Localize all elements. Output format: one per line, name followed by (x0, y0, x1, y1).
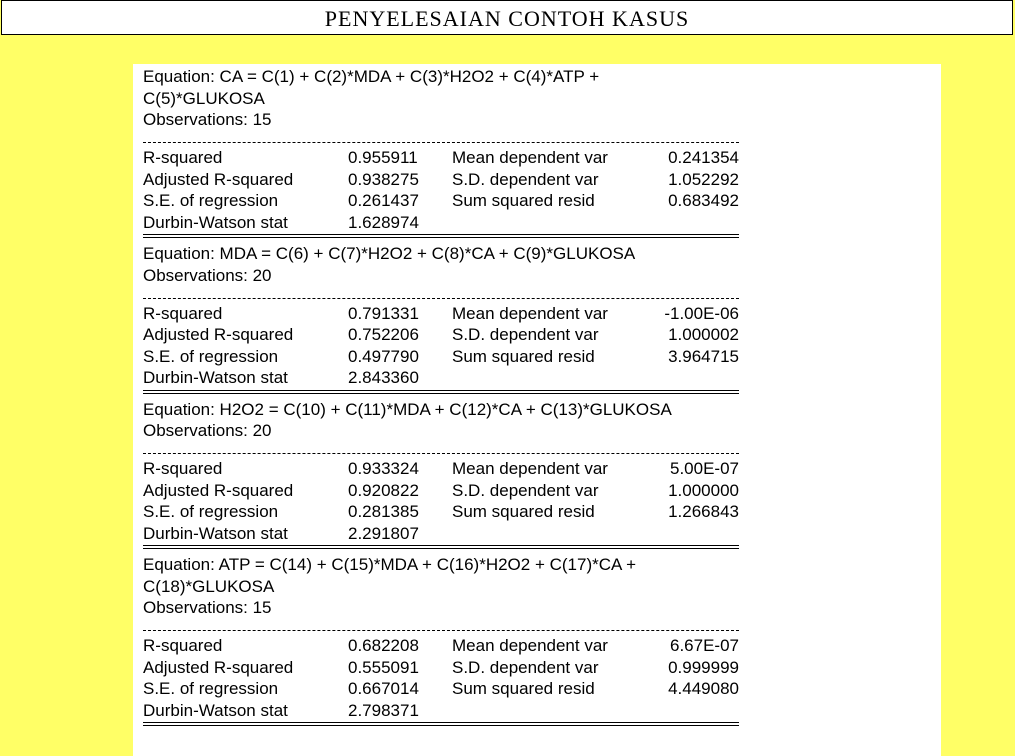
stat-label-2: S.D. dependent var (452, 657, 599, 677)
stat-label: S.E. of regression (143, 191, 279, 210)
stat-row (143, 169, 739, 191)
stat-value-2: 3.964715 (668, 346, 739, 366)
stat-label-2: Sum squared resid (452, 502, 595, 521)
stat-label-2: Sum squared resid (452, 679, 595, 698)
stat-label: S.E. of regression (143, 502, 279, 521)
stat-label: R-squared (143, 148, 223, 167)
stat-value-2: 0.241354 (668, 148, 739, 167)
stat-value: 0.281385 (348, 502, 419, 521)
dashed-separator (143, 298, 739, 299)
stat-row (143, 367, 739, 389)
stat-label: Durbin-Watson stat (143, 212, 288, 232)
stat-value-2: 0.683492 (668, 191, 739, 210)
stat-label-2: Mean dependent var (452, 636, 608, 655)
stat-row (143, 501, 739, 523)
stat-label: Durbin-Watson stat (143, 523, 288, 543)
stat-value: 0.955911 (348, 148, 418, 167)
stat-row (143, 212, 739, 234)
stat-value: 0.261437 (348, 191, 419, 210)
double-rule-separator (143, 234, 739, 238)
stat-row (143, 523, 739, 545)
equation-section (143, 554, 739, 726)
stat-row (143, 190, 739, 212)
stat-label: Durbin-Watson stat (143, 700, 288, 720)
observations-count: Observations: 15 (143, 598, 272, 617)
page-title: PENYELESAIAN CONTOH KASUS (1, 0, 1013, 35)
stat-value: 0.933324 (348, 459, 419, 478)
stat-value: 1.628974 (348, 212, 419, 232)
stat-value-2: 1.000002 (668, 325, 739, 344)
stat-label: Adjusted R-squared (143, 325, 294, 344)
stat-value: 2.798371 (348, 700, 419, 720)
stat-value-2: 1.000000 (668, 480, 739, 500)
dashed-separator (143, 142, 739, 143)
stat-label-2: Sum squared resid (452, 191, 595, 210)
double-rule-separator (143, 545, 739, 549)
stat-label: R-squared (143, 636, 223, 655)
stat-row (143, 346, 739, 368)
stat-row (143, 147, 739, 169)
stat-label-2: Mean dependent var (452, 303, 608, 323)
equation-line: C(5)*GLUKOSA (143, 88, 265, 108)
equation-section (143, 243, 739, 394)
stat-value: 0.497790 (348, 346, 419, 366)
observations-count: Observations: 20 (143, 421, 272, 440)
stat-label: S.E. of regression (143, 679, 279, 698)
stat-value-2: 1.266843 (668, 502, 739, 521)
observations-count: Observations: 15 (143, 110, 272, 129)
stat-row (143, 458, 739, 480)
stat-row (143, 324, 739, 346)
equation-section (143, 66, 739, 238)
stat-label: Durbin-Watson stat (143, 368, 288, 387)
stat-value: 0.938275 (348, 169, 419, 189)
stat-label-2: Mean dependent var (452, 148, 608, 167)
stat-label-2: S.D. dependent var (452, 325, 599, 344)
dashed-separator (143, 630, 739, 631)
equation-line: Equation: H2O2 = C(10) + C(11)*MDA + C(12)*CA + C(13)*GLUKOSA (143, 399, 672, 419)
equation-line: Equation: MDA = C(6) + C(7)*H2O2 + C(8)*CA + C(9)*GLUKOSA (143, 244, 636, 263)
stat-row (143, 480, 739, 502)
stat-row (143, 700, 739, 722)
regression-output-panel (133, 64, 941, 756)
double-rule-separator (143, 390, 739, 394)
stat-value-2: 5.00E-07 (670, 459, 739, 478)
stat-value: 0.667014 (348, 679, 419, 698)
stat-label: S.E. of regression (143, 346, 279, 366)
stat-label: Adjusted R-squared (143, 480, 294, 500)
stat-row (143, 678, 739, 700)
double-rule-separator (143, 722, 739, 726)
stat-label-2: Sum squared resid (452, 346, 595, 366)
equation-section (143, 399, 739, 550)
equation-line: Equation: CA = C(1) + C(2)*MDA + C(3)*H2O2 + C(4)*ATP + (143, 67, 600, 86)
stat-value-2: 4.449080 (668, 679, 739, 698)
regression-output (143, 66, 739, 731)
stat-row (143, 635, 739, 657)
equation-line: Equation: ATP = C(14) + C(15)*MDA + C(16)*H2O2 + C(17)*CA + (143, 555, 637, 574)
stat-row (143, 657, 739, 679)
stat-label: R-squared (143, 459, 223, 478)
stat-value: 0.682208 (348, 636, 419, 655)
stat-value: 0.791331 (348, 303, 419, 323)
stat-value: 0.555091 (348, 657, 419, 677)
dashed-separator (143, 453, 739, 454)
stat-label: Adjusted R-squared (143, 657, 294, 677)
stat-value-2: 0.999999 (668, 657, 739, 677)
stat-value-2: 1.052292 (668, 169, 739, 189)
stat-label: R-squared (143, 303, 223, 323)
stat-row (143, 303, 739, 325)
stat-value: 2.843360 (348, 368, 419, 387)
stat-label-2: S.D. dependent var (452, 169, 599, 189)
equation-line: C(18)*GLUKOSA (143, 576, 275, 596)
observations-count: Observations: 20 (143, 265, 272, 285)
stat-value: 2.291807 (348, 523, 419, 543)
stat-label: Adjusted R-squared (143, 169, 294, 189)
stat-value-2: -1.00E-06 (664, 303, 739, 323)
stat-value: 0.920822 (348, 480, 419, 500)
stat-label-2: Mean dependent var (452, 459, 608, 478)
stat-value-2: 6.67E-07 (670, 636, 739, 655)
stat-value: 0.752206 (348, 325, 419, 344)
stat-label-2: S.D. dependent var (452, 480, 599, 500)
